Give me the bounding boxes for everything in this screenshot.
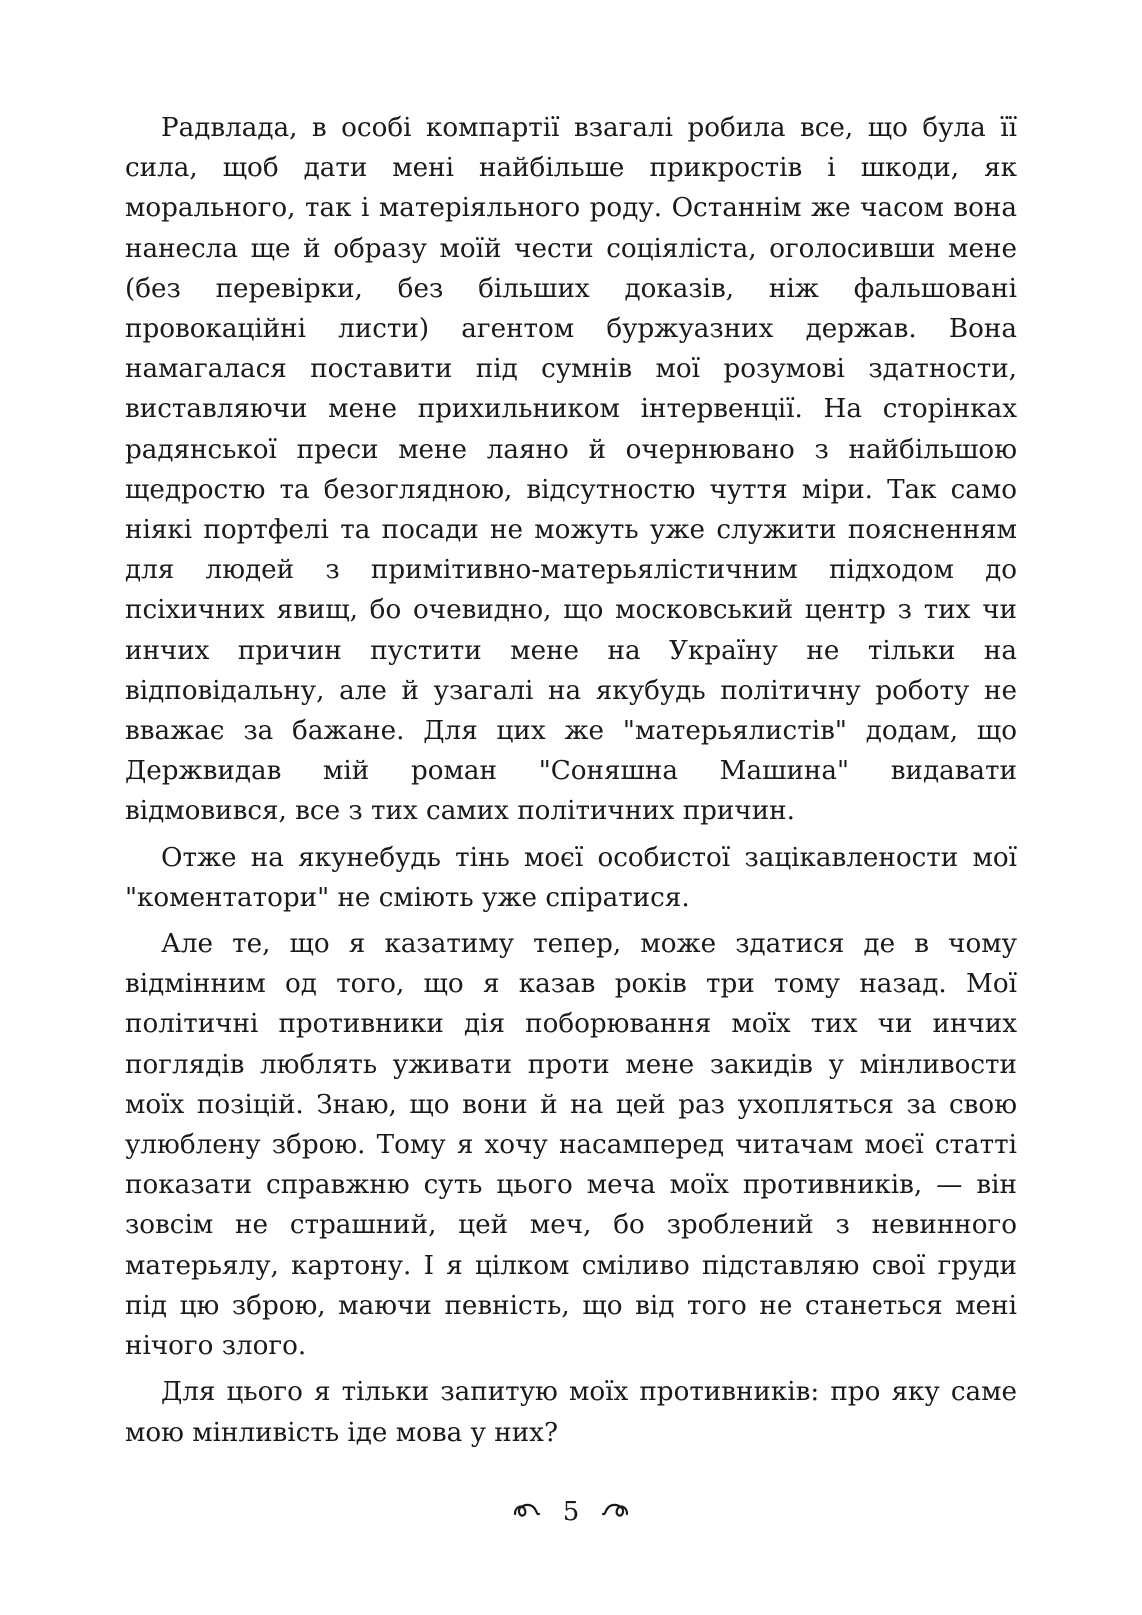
- paragraph-2: Отже на якунебудь тінь моєї особистої зацікавлености мої "коментатори" не сміють уже спіратися.: [125, 842, 1017, 913]
- page-number: 5: [562, 1497, 580, 1527]
- page-body: [125, 108, 1017, 1453]
- left-ornament-icon: [512, 1497, 542, 1527]
- paragraph-1: Радвлада, в особі компартії взагалі робила все, що була її сила, щоб дати мені найбільше прикростів і шкоди, як морального, так і матеріяльного роду. Останнім же часом вона нанесла ще й образу моїй чести соціяліста, оголосивши мене (без перевірки, без більших доказів, ніж фальшовані провокаційні листи) агентом буржуазних держав. Вона намагалася поставити під сумнів мої розумові здатности, виставляючи мене прихильником інтервенції. На сторінках радянської преси мене лаяно й очернювано з найбільшою щедростю та безоглядною, відсутностю чуття міри. Так само ніякі портфелі та посади не можуть уже служити поясненням для людей з примітивно-матерьялістичним підходом до псіхичних явищ, бо очевидно, що московський центр з тих чи инчих причин пустити мене на Україну не тільки на відповідальну, але й узагалі на якубудь політичну роботу не вважає за бажане. Для цих же "матерьялистів" додам, що Держвидав мій роман "Соняшна Машина" видавати відмовився, все з тих самих політичних причин.: [125, 113, 1017, 827]
- right-ornament-icon: [600, 1497, 630, 1527]
- paragraph-4: Для цього я тільки запитую моїх противників: про яку саме мою мінливість іде мова у них?: [125, 1377, 1017, 1448]
- paragraph-3: Але те, що я казатиму тепер, може здатися де в чому відмінним од того, що я казав років три тому назад. Мої політичні противники дія поборювання моїх тих чи инчих поглядів люблять уживати проти мене закидів у мінливости моїх позіцій. Знаю, що вони й на цей раз ухопляться за свою улюблену зброю. Тому я хочу насамперед читачам моєї статті показати справжню суть цього меча моїх противників, — він зовсім не страшний, цей меч, бо зроблений з невинного матерьялу, картону. І я цілком сміливо підставляю свої груди під цю зброю, маючи певність, що від того не станеться мені нічого злого.: [125, 929, 1017, 1362]
- page-footer: [0, 1496, 1142, 1527]
